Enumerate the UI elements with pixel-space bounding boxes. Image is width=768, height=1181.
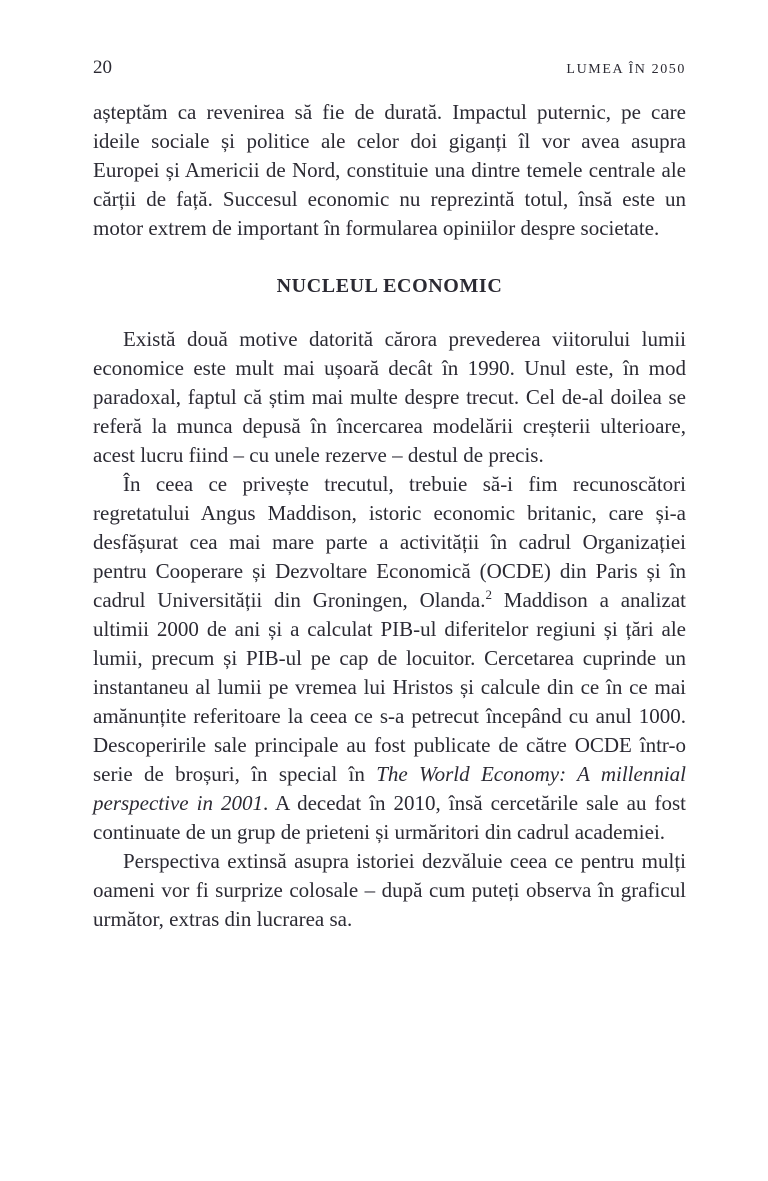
paragraph-text: În ceea ce privește trecutul, trebuie să-i fim recunoscători regretatului Angus Maddison, istoric economic britanic, care și-a desfășurat cea mai mare parte a activității în cadrul Organizației pentru Cooperare și Dezvoltare Economică (OCDE) din Paris și în cadrul Universității din Groningen, Olanda. bbox=[93, 472, 686, 612]
paragraph: Perspectiva extinsă asupra istoriei dezvăluie ceea ce pentru mulți oameni vor fi surprize colosale – după cum puteți observa în graficul următor, extras din lucrarea sa. bbox=[93, 849, 686, 931]
paragraph-continuation: așteptăm ca revenirea să fie de durată. Impactul puternic, pe care ideile sociale și politice ale celor doi giganți îl vor avea asupra Europei și Americii de Nord, constituie una dintre temele centrale ale cărții de față. Succesul economic nu reprezintă totul, însă este un motor extrem de important în formularea opiniilor despre societate. bbox=[93, 100, 686, 240]
paragraph-text: . A decedat în 2010, însă cercetările sale au fost continuate de un grup de prieteni și urmăritori din cadrul academiei. bbox=[93, 791, 687, 844]
page-number: 20 bbox=[93, 57, 112, 78]
page-header bbox=[93, 58, 686, 77]
page-body bbox=[93, 98, 686, 934]
running-title: LUMEA ÎN 2050 bbox=[566, 62, 686, 77]
paragraph bbox=[93, 470, 686, 847]
book-title: The World Economy: A millennial perspective in 2001 bbox=[93, 762, 686, 815]
paragraph-text: Maddison a analizat ultimii 2000 de ani și a calculat PIB-ul diferitelor regiuni și țări ale lumii, precum și PIB-ul pe cap de locuitor. Cercetarea cuprinde un instantaneu al lumii pe vremea lui Hristos și calcule din ce în ce mai amănunțite referitoare la ceea ce s-a petrecut începând cu anul 1000. Descoperirile sale principale au fost publicate de către OCDE într-o serie de broșuri, în special în bbox=[93, 588, 686, 786]
footnote-marker: 2 bbox=[485, 587, 492, 602]
section-heading: NUCLEUL ECONOMIC bbox=[276, 275, 503, 297]
paragraph: Există două motive datorită cărora prevederea viitorului lumii economice este mult mai ușoară decât în 1990. Unul este, în mod paradoxal, faptul că știm mai multe despre trecut. Cel de-al doilea se referă la munca depusă în încercarea modelării creșterii ulterioare, acest lucru fiind – cu unele rezerve – destul de precis. bbox=[93, 327, 686, 467]
